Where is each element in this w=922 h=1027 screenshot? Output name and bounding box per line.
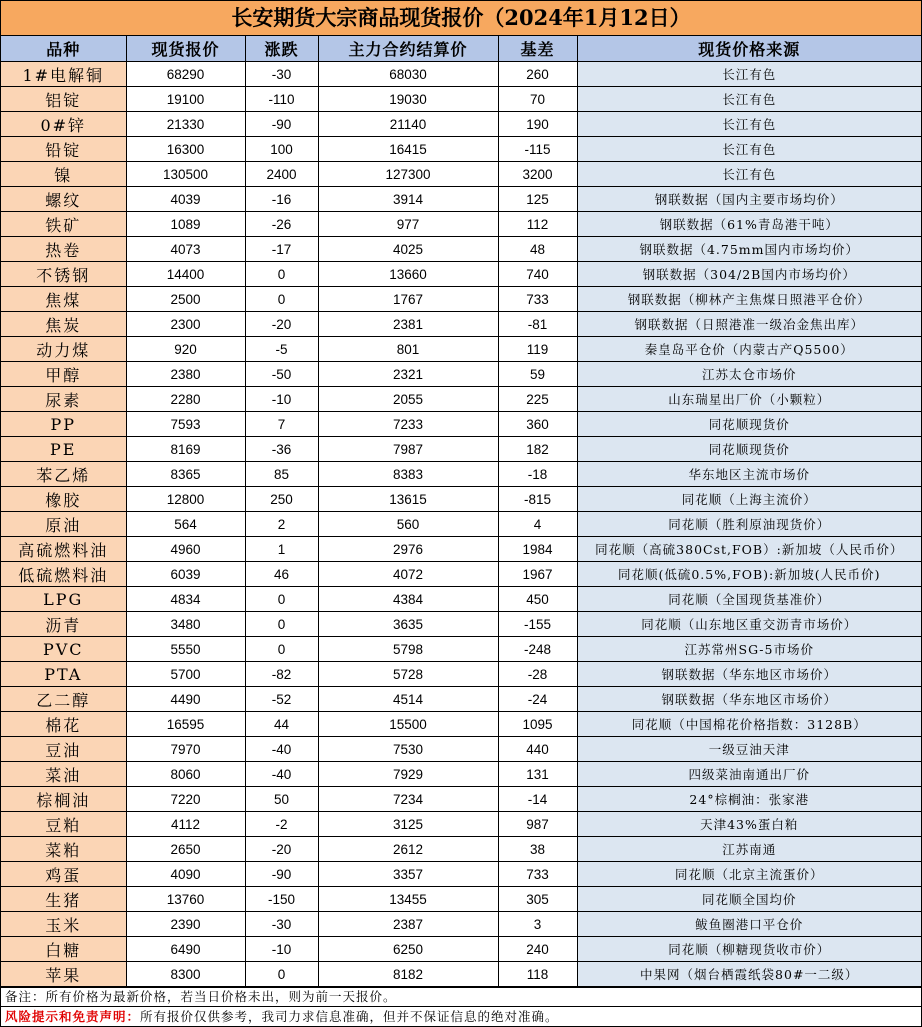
table-row [1, 712, 921, 737]
table-row [1, 312, 921, 337]
table-row [1, 637, 921, 662]
change-cell: -20 [245, 312, 318, 337]
change-cell: -90 [245, 862, 318, 887]
header-change: 涨跌 [245, 36, 318, 62]
basis-cell: 112 [498, 212, 577, 237]
source-cell: 钢联数据（华东地区市场价） [577, 687, 921, 712]
product-cell: 镍 [1, 162, 126, 187]
basis-cell: -155 [498, 612, 577, 637]
table-row [1, 887, 921, 912]
settlement-price-cell: 4072 [318, 562, 498, 587]
product-cell: 1#电解铜 [1, 62, 126, 87]
product-cell: 鸡蛋 [1, 862, 126, 887]
product-cell: 沥青 [1, 612, 126, 637]
product-cell: 热卷 [1, 237, 126, 262]
source-cell: 鲅鱼圈港口平仓价 [577, 912, 921, 937]
table-header-row [1, 36, 921, 62]
product-cell: 尿素 [1, 387, 126, 412]
source-cell: 四级菜油南通出厂价 [577, 762, 921, 787]
settlement-price-cell: 4384 [318, 587, 498, 612]
source-cell: 江苏南通 [577, 837, 921, 862]
basis-cell: 360 [498, 412, 577, 437]
spot-price-cell: 21330 [126, 112, 245, 137]
settlement-price-cell: 560 [318, 512, 498, 537]
table-row [1, 912, 921, 937]
product-cell: 铅锭 [1, 137, 126, 162]
spot-price-cell: 2280 [126, 387, 245, 412]
spot-price-cell: 68290 [126, 62, 245, 87]
source-cell: 中果网（烟台栖霞纸袋80#一二级） [577, 962, 921, 987]
product-cell: 菜油 [1, 762, 126, 787]
disclaimer-text: 所有报价仅供参考，我司力求信息准确，但并不保证信息的绝对准确。 [140, 1009, 559, 1024]
settlement-price-cell: 1767 [318, 287, 498, 312]
source-cell: 同花顺（高硫380Cst,FOB）:新加坡（人民币价） [577, 537, 921, 562]
table-row [1, 162, 921, 187]
table-row [1, 437, 921, 462]
spot-price-cell: 4039 [126, 187, 245, 212]
spot-price-cell: 2390 [126, 912, 245, 937]
spot-price-cell: 6039 [126, 562, 245, 587]
table-row [1, 262, 921, 287]
product-cell: 高硫燃料油 [1, 537, 126, 562]
source-cell: 一级豆油天津 [577, 737, 921, 762]
change-cell: 7 [245, 412, 318, 437]
spot-price-cell: 16300 [126, 137, 245, 162]
header-spot-price: 现货报价 [126, 36, 245, 62]
settlement-price-cell: 8383 [318, 462, 498, 487]
source-cell: 同花顺（上海主流价） [577, 487, 921, 512]
settlement-price-cell: 16415 [318, 137, 498, 162]
product-cell: 螺纹 [1, 187, 126, 212]
change-cell: -110 [245, 87, 318, 112]
product-cell: 豆油 [1, 737, 126, 762]
basis-cell: -81 [498, 312, 577, 337]
spot-price-cell: 4090 [126, 862, 245, 887]
settlement-price-cell: 68030 [318, 62, 498, 87]
source-cell: 同花顺现货价 [577, 437, 921, 462]
settlement-price-cell: 19030 [318, 87, 498, 112]
basis-cell: 119 [498, 337, 577, 362]
spot-price-cell: 12800 [126, 487, 245, 512]
product-cell: 铝锭 [1, 87, 126, 112]
settlement-price-cell: 7530 [318, 737, 498, 762]
source-cell: 同花顺（胜利原油现货价） [577, 512, 921, 537]
settlement-price-cell: 3635 [318, 612, 498, 637]
spot-price-cell: 7970 [126, 737, 245, 762]
settlement-price-cell: 5728 [318, 662, 498, 687]
source-cell: 钢联数据（国内主要市场均价） [577, 187, 921, 212]
source-cell: 长江有色 [577, 162, 921, 187]
basis-cell: 182 [498, 437, 577, 462]
source-cell: 钢联数据（柳林产主焦煤日照港平仓价） [577, 287, 921, 312]
spot-price-cell: 16595 [126, 712, 245, 737]
product-cell: 菜粕 [1, 837, 126, 862]
table-row [1, 687, 921, 712]
table-row [1, 587, 921, 612]
change-cell: 0 [245, 612, 318, 637]
change-cell: -30 [245, 62, 318, 87]
spot-price-cell: 7220 [126, 787, 245, 812]
product-cell: PVC [1, 637, 126, 662]
spot-price-cell: 5700 [126, 662, 245, 687]
price-table [1, 36, 921, 987]
spot-price-cell: 2380 [126, 362, 245, 387]
product-cell: LPG [1, 587, 126, 612]
settlement-price-cell: 13615 [318, 487, 498, 512]
product-cell: 焦炭 [1, 312, 126, 337]
change-cell: 0 [245, 962, 318, 987]
source-cell: 钢联数据（日照港准一级冶金焦出库） [577, 312, 921, 337]
change-cell: 0 [245, 287, 318, 312]
change-cell: -16 [245, 187, 318, 212]
table-row [1, 62, 921, 87]
table-row [1, 662, 921, 687]
settlement-price-cell: 5798 [318, 637, 498, 662]
table-row [1, 487, 921, 512]
basis-cell: 70 [498, 87, 577, 112]
source-cell: 华东地区主流市场价 [577, 462, 921, 487]
settlement-price-cell: 3357 [318, 862, 498, 887]
spot-price-cell: 130500 [126, 162, 245, 187]
product-cell: 橡胶 [1, 487, 126, 512]
table-row [1, 187, 921, 212]
header-source: 现货价格来源 [577, 36, 921, 62]
settlement-price-cell: 3914 [318, 187, 498, 212]
spot-price-cell: 7593 [126, 412, 245, 437]
table-row [1, 237, 921, 262]
settlement-price-cell: 3125 [318, 812, 498, 837]
table-row [1, 512, 921, 537]
table-row [1, 287, 921, 312]
product-cell: 铁矿 [1, 212, 126, 237]
change-cell: -26 [245, 212, 318, 237]
source-cell: 同花顺(低硫0.5%,FOB):新加坡(人民币价) [577, 562, 921, 587]
basis-cell: -18 [498, 462, 577, 487]
table-row [1, 362, 921, 387]
basis-cell: 733 [498, 287, 577, 312]
change-cell: -90 [245, 112, 318, 137]
basis-cell: 1967 [498, 562, 577, 587]
product-cell: 苯乙烯 [1, 462, 126, 487]
change-cell: 85 [245, 462, 318, 487]
source-cell: 山东瑞星出厂价（小颗粒） [577, 387, 921, 412]
source-cell: 天津43%蛋白粕 [577, 812, 921, 837]
spot-price-cell: 2300 [126, 312, 245, 337]
settlement-price-cell: 2055 [318, 387, 498, 412]
table-row [1, 537, 921, 562]
change-cell: -10 [245, 937, 318, 962]
change-cell: 2 [245, 512, 318, 537]
table-row [1, 737, 921, 762]
settlement-price-cell: 13660 [318, 262, 498, 287]
change-cell: 44 [245, 712, 318, 737]
product-cell: 棕榈油 [1, 787, 126, 812]
change-cell: 0 [245, 262, 318, 287]
product-cell: 乙二醇 [1, 687, 126, 712]
basis-cell: 305 [498, 887, 577, 912]
basis-cell: 190 [498, 112, 577, 137]
source-cell: 江苏常州SG-5市场价 [577, 637, 921, 662]
change-cell: -30 [245, 912, 318, 937]
header-settlement-price: 主力合约结算价 [318, 36, 498, 62]
settlement-price-cell: 7234 [318, 787, 498, 812]
header-product: 品种 [1, 36, 126, 62]
basis-cell: 131 [498, 762, 577, 787]
spot-price-cell: 13760 [126, 887, 245, 912]
spot-price-cell: 2500 [126, 287, 245, 312]
source-cell: 同花顺（北京主流蛋价） [577, 862, 921, 887]
settlement-price-cell: 2976 [318, 537, 498, 562]
table-row [1, 837, 921, 862]
change-cell: 0 [245, 587, 318, 612]
change-cell: 100 [245, 137, 318, 162]
product-cell: PTA [1, 662, 126, 687]
spot-price-cell: 564 [126, 512, 245, 537]
source-cell: 钢联数据（4.75mm国内市场均价） [577, 237, 921, 262]
product-cell: 苹果 [1, 962, 126, 987]
source-cell: 秦皇岛平仓价（内蒙古产Q5500） [577, 337, 921, 362]
settlement-price-cell: 2387 [318, 912, 498, 937]
table-row [1, 462, 921, 487]
source-cell: 同花顺现货价 [577, 412, 921, 437]
spot-price-cell: 2650 [126, 837, 245, 862]
change-cell: -2 [245, 812, 318, 837]
product-cell: 低硫燃料油 [1, 562, 126, 587]
disclaimer-label: 风险提示和免责声明： [5, 1009, 141, 1024]
source-cell: 同花顺（柳糖现货收市价） [577, 937, 921, 962]
change-cell: -40 [245, 737, 318, 762]
basis-cell: 125 [498, 187, 577, 212]
source-cell: 长江有色 [577, 137, 921, 162]
source-cell: 24°棕榈油：张家港 [577, 787, 921, 812]
basis-cell: 3200 [498, 162, 577, 187]
product-cell: 不锈钢 [1, 262, 126, 287]
table-row [1, 862, 921, 887]
change-cell: 0 [245, 637, 318, 662]
spot-price-cell: 19100 [126, 87, 245, 112]
table-row [1, 562, 921, 587]
change-cell: -17 [245, 237, 318, 262]
source-cell: 长江有色 [577, 112, 921, 137]
spot-price-cell: 8365 [126, 462, 245, 487]
basis-cell: -815 [498, 487, 577, 512]
product-cell: 生猪 [1, 887, 126, 912]
footnote: 备注：所有价格为最新价格，若当日价格未出，则为前一天报价。 [1, 987, 921, 1006]
spot-price-cell: 4073 [126, 237, 245, 262]
source-cell: 钢联数据（华东地区市场价） [577, 662, 921, 687]
basis-cell: 38 [498, 837, 577, 862]
table-row [1, 412, 921, 437]
basis-cell: -24 [498, 687, 577, 712]
basis-cell: 1095 [498, 712, 577, 737]
spot-price-cell: 3480 [126, 612, 245, 637]
settlement-price-cell: 15500 [318, 712, 498, 737]
change-cell: -150 [245, 887, 318, 912]
spot-price-cell: 4490 [126, 687, 245, 712]
basis-cell: -248 [498, 637, 577, 662]
basis-cell: 4 [498, 512, 577, 537]
source-cell: 江苏太仓市场价 [577, 362, 921, 387]
change-cell: -40 [245, 762, 318, 787]
spot-price-cell: 8300 [126, 962, 245, 987]
basis-cell: 48 [498, 237, 577, 262]
change-cell: -20 [245, 837, 318, 862]
basis-cell: 740 [498, 262, 577, 287]
source-cell: 同花顺（山东地区重交沥青市场价） [577, 612, 921, 637]
change-cell: -52 [245, 687, 318, 712]
table-row [1, 787, 921, 812]
basis-cell: -115 [498, 137, 577, 162]
settlement-price-cell: 2612 [318, 837, 498, 862]
basis-cell: 733 [498, 862, 577, 887]
basis-cell: 225 [498, 387, 577, 412]
product-cell: 棉花 [1, 712, 126, 737]
table-row [1, 962, 921, 987]
table-row [1, 387, 921, 412]
spot-price-cell: 4112 [126, 812, 245, 837]
settlement-price-cell: 977 [318, 212, 498, 237]
source-cell: 长江有色 [577, 62, 921, 87]
change-cell: -5 [245, 337, 318, 362]
basis-cell: -28 [498, 662, 577, 687]
settlement-price-cell: 6250 [318, 937, 498, 962]
source-cell: 钢联数据（61%青岛港干吨） [577, 212, 921, 237]
spot-price-cell: 4834 [126, 587, 245, 612]
basis-cell: 440 [498, 737, 577, 762]
settlement-price-cell: 801 [318, 337, 498, 362]
settlement-price-cell: 8182 [318, 962, 498, 987]
spot-price-cell: 1089 [126, 212, 245, 237]
spot-price-cell: 6490 [126, 937, 245, 962]
table-body [1, 62, 921, 987]
product-cell: 玉米 [1, 912, 126, 937]
basis-cell: 59 [498, 362, 577, 387]
basis-cell: 3 [498, 912, 577, 937]
source-cell: 同花顺（中国棉花价格指数：3128B） [577, 712, 921, 737]
spot-price-cell: 14400 [126, 262, 245, 287]
table-row [1, 337, 921, 362]
product-cell: 甲醇 [1, 362, 126, 387]
product-cell: 白糖 [1, 937, 126, 962]
source-cell: 同花顺（全国现货基准价） [577, 587, 921, 612]
change-cell: -82 [245, 662, 318, 687]
basis-cell: 240 [498, 937, 577, 962]
settlement-price-cell: 4025 [318, 237, 498, 262]
spot-price-cell: 8169 [126, 437, 245, 462]
table-row [1, 137, 921, 162]
settlement-price-cell: 127300 [318, 162, 498, 187]
source-cell: 同花顺全国均价 [577, 887, 921, 912]
spot-price-cell: 8060 [126, 762, 245, 787]
spot-price-cell: 5550 [126, 637, 245, 662]
product-cell: 原油 [1, 512, 126, 537]
product-cell: PP [1, 412, 126, 437]
source-cell: 长江有色 [577, 87, 921, 112]
change-cell: 250 [245, 487, 318, 512]
settlement-price-cell: 2381 [318, 312, 498, 337]
table-row [1, 112, 921, 137]
change-cell: -10 [245, 387, 318, 412]
change-cell: -36 [245, 437, 318, 462]
sheet-title: 长安期货大宗商品现货报价（2024年1月12日） [1, 1, 921, 36]
header-basis: 基差 [498, 36, 577, 62]
source-cell: 钢联数据（304/2B国内市场均价） [577, 262, 921, 287]
basis-cell: 118 [498, 962, 577, 987]
change-cell: 50 [245, 787, 318, 812]
table-row [1, 812, 921, 837]
spot-price-cell: 920 [126, 337, 245, 362]
basis-cell: 260 [498, 62, 577, 87]
product-cell: 焦煤 [1, 287, 126, 312]
product-cell: 豆粕 [1, 812, 126, 837]
product-cell: 动力煤 [1, 337, 126, 362]
basis-cell: 450 [498, 587, 577, 612]
table-row [1, 212, 921, 237]
change-cell: 2400 [245, 162, 318, 187]
change-cell: 1 [245, 537, 318, 562]
settlement-price-cell: 2321 [318, 362, 498, 387]
basis-cell: -14 [498, 787, 577, 812]
table-row [1, 87, 921, 112]
change-cell: 46 [245, 562, 318, 587]
table-row [1, 937, 921, 962]
table-row [1, 612, 921, 637]
spot-price-cell: 4960 [126, 537, 245, 562]
settlement-price-cell: 7987 [318, 437, 498, 462]
product-cell: 0#锌 [1, 112, 126, 137]
settlement-price-cell: 21140 [318, 112, 498, 137]
change-cell: -50 [245, 362, 318, 387]
settlement-price-cell: 7233 [318, 412, 498, 437]
settlement-price-cell: 7929 [318, 762, 498, 787]
basis-cell: 987 [498, 812, 577, 837]
table-row [1, 762, 921, 787]
settlement-price-cell: 13455 [318, 887, 498, 912]
product-cell: PE [1, 437, 126, 462]
basis-cell: 1984 [498, 537, 577, 562]
settlement-price-cell: 4514 [318, 687, 498, 712]
